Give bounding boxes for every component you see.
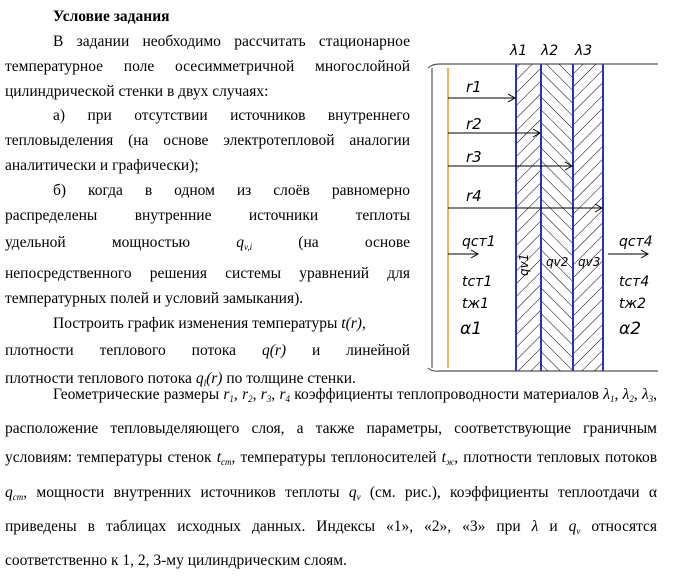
formula-qv-2: $q_v$	[568, 517, 581, 536]
paragraph-plot-line1: Построить график изменения температуры t(r),	[53, 314, 366, 332]
formula-ql-r: $q_l(r)$	[195, 369, 223, 388]
item-b-rest: непосредственного решения системы уравнений для температурных полей и условий замыкания).	[5, 265, 410, 308]
formula-lambda: λ	[531, 517, 539, 535]
formula-r3: $r_3$	[260, 386, 272, 404]
full-width-text	[5, 380, 657, 575]
temp-label-tst4: tст4	[619, 274, 650, 290]
formula-t-r: t(r)	[341, 314, 362, 332]
qv-label-1: qv1	[517, 253, 531, 276]
wall-diagram	[418, 38, 663, 373]
radius-label-r3: r3	[466, 148, 482, 166]
formula-r1: $r_1$	[223, 386, 234, 404]
item-b-line1: б) когда в одном из слоёв равномерно	[53, 181, 410, 199]
formula-tst: $t_{ст}$	[216, 449, 232, 468]
formula-lambda1: $\lambda_1$	[603, 386, 615, 404]
formula-q-r: q(r)	[261, 341, 287, 359]
lambda-label-1: λ1	[510, 43, 528, 59]
radius-label-r4: r4	[466, 187, 482, 205]
formula-r4: $r_4$	[279, 386, 290, 404]
lambda-label-3: λ3	[575, 43, 593, 59]
flux-label-qst4: qст4	[619, 234, 653, 250]
item-a: а) при отсутствии источников внутреннего тепловыделения (на основе электротепловой аналогии аналитически и графически);	[5, 107, 410, 174]
item-b-l3-pre: удельной мощностью	[5, 234, 191, 252]
paragraph-intro: В задании необходимо рассчитать стационарное температурное поле осесимметричной многослойной цилиндрической стенки в двух случаях:	[5, 33, 410, 100]
qv-label-2: qv2	[546, 255, 569, 269]
temp-label-tzh1: tж1	[462, 296, 490, 312]
formula-qv: $q_v$	[348, 483, 361, 502]
layer-1	[516, 64, 541, 371]
item-b-line3	[5, 228, 410, 262]
formula-qst: $q_{ст}$	[5, 483, 24, 502]
layer-3	[573, 64, 603, 371]
left-column-text	[5, 30, 410, 397]
radius-label-r1: r1	[466, 78, 482, 96]
qv-label-3: qv3	[578, 255, 601, 269]
formula-tzh: $t_ж$	[441, 449, 455, 468]
alpha-label-1: α1	[460, 319, 483, 339]
item-b-l3-post: (на основе	[298, 234, 410, 252]
temp-label-tzh2: tж2	[619, 296, 647, 312]
layer-2	[541, 64, 573, 371]
temp-label-tst1: tст1	[462, 274, 493, 290]
cylindrical-wall-figure	[418, 38, 663, 373]
flux-label-qst1: qст1	[462, 234, 496, 250]
formula-lambda2: $\lambda_2$	[622, 386, 634, 404]
paragraph-plot-line3: плотности теплового потока $q_l(r)$ по толщине стенки.	[5, 369, 356, 388]
formula-lambda3: $\lambda_3$	[641, 386, 654, 404]
lambda-label-2: λ2	[541, 43, 559, 59]
radius-label-r2: r2	[466, 115, 482, 133]
paragraph-geometry: Геометрические размеры $r_1$, $r_2$, $r_3$, $r_4$ коэффициенты теплопроводности материалов $\lambda_1$, $\lambda_2$, $\lambda_3$, расположение тепловыделяющего слоя, а также параметры, соответствующие граничным условиям: температуры стенок $t_{ст}$, температуры теплоносителей $t_ж$, плотности тепловых потоков $q_{ст}$, мощности внутренних источников теплоты $q_v$ (см. рис.), коэффициенты теплоотдачи α приведены в таблицах исходных данных. Индексы «1», «2», «3» при λ и $q_v$ относятся соответственно к 1, 2, 3-му цилиндрическим слоям.	[5, 386, 658, 570]
alpha-label-2: α2	[619, 319, 642, 339]
formula-r2: $r_2$	[242, 386, 253, 404]
formula-qv-i: $q_{v,i}$	[236, 234, 253, 253]
section-heading: Условие задания	[53, 8, 170, 25]
paragraph-plot-line2: плотности теплового потока q(r) и линейной	[5, 341, 411, 359]
item-b-line2: распределены внутренние источники теплоты	[5, 206, 410, 224]
